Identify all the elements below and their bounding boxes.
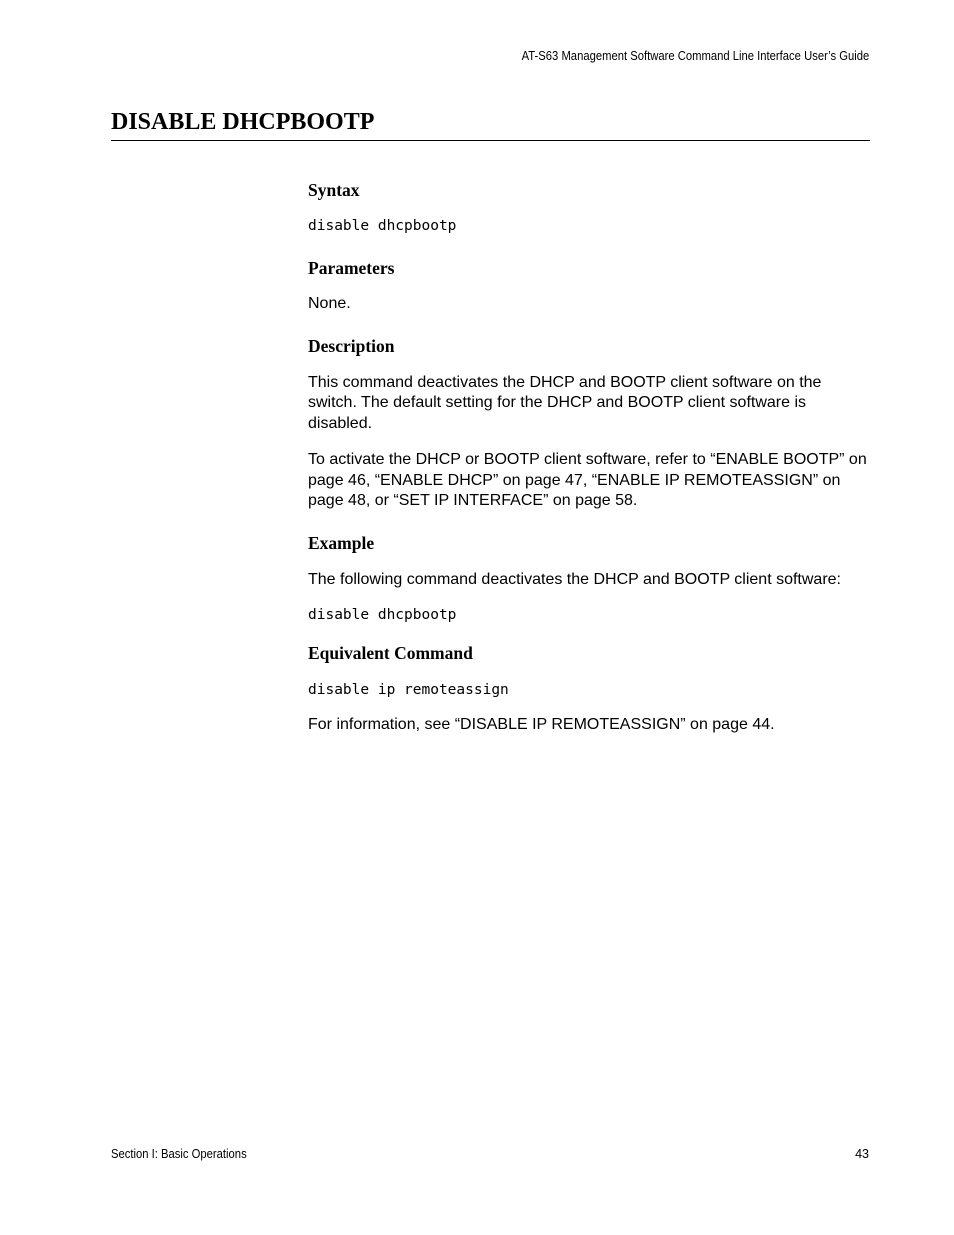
parameters-section bbox=[308, 257, 870, 315]
syntax-heading: Syntax bbox=[308, 180, 360, 200]
equivalent-command-section bbox=[308, 642, 870, 736]
equivalent-command-code: disable ip remoteassign bbox=[308, 682, 509, 698]
example-section bbox=[308, 532, 870, 625]
syntax-code: disable dhcpbootp bbox=[308, 218, 457, 234]
description-paragraph-1: This command deactivates the DHCP and BOOTP client software on the switch. The default setting for the DHCP and BOOTP client software is disabled. bbox=[308, 373, 822, 432]
example-code: disable dhcpbootp bbox=[308, 607, 457, 623]
title-rule bbox=[111, 140, 870, 141]
example-heading: Example bbox=[308, 532, 375, 553]
page-title: DISABLE DHCPBOOTP bbox=[111, 109, 375, 135]
equivalent-command-heading: Equivalent Command bbox=[308, 643, 473, 663]
main-content bbox=[308, 179, 870, 736]
description-section bbox=[308, 335, 870, 512]
description-paragraph-2: To activate the DHCP or BOOTP client software, refer to “ENABLE BOOTP” on page 46, “ENABLE DHCP” on page 47, “ENABLE IP REMOTEASSIGN” on page 48, or “SET IP INTERFACE” on page 58. bbox=[308, 451, 867, 509]
parameters-heading: Parameters bbox=[308, 258, 395, 278]
description-heading: Description bbox=[308, 335, 395, 356]
syntax-section bbox=[308, 179, 870, 235]
parameters-text: None. bbox=[308, 295, 351, 312]
equivalent-command-text: For information, see “DISABLE IP REMOTEASSIGN” on page 44. bbox=[308, 716, 775, 733]
running-header: AT-S63 Management Software Command Line Interface User’s Guide bbox=[521, 49, 869, 63]
example-text: The following command deactivates the DHCP and BOOTP client software: bbox=[308, 570, 841, 588]
footer-page-number: 43 bbox=[855, 1147, 869, 1161]
footer-section-label: Section I: Basic Operations bbox=[111, 1147, 247, 1161]
